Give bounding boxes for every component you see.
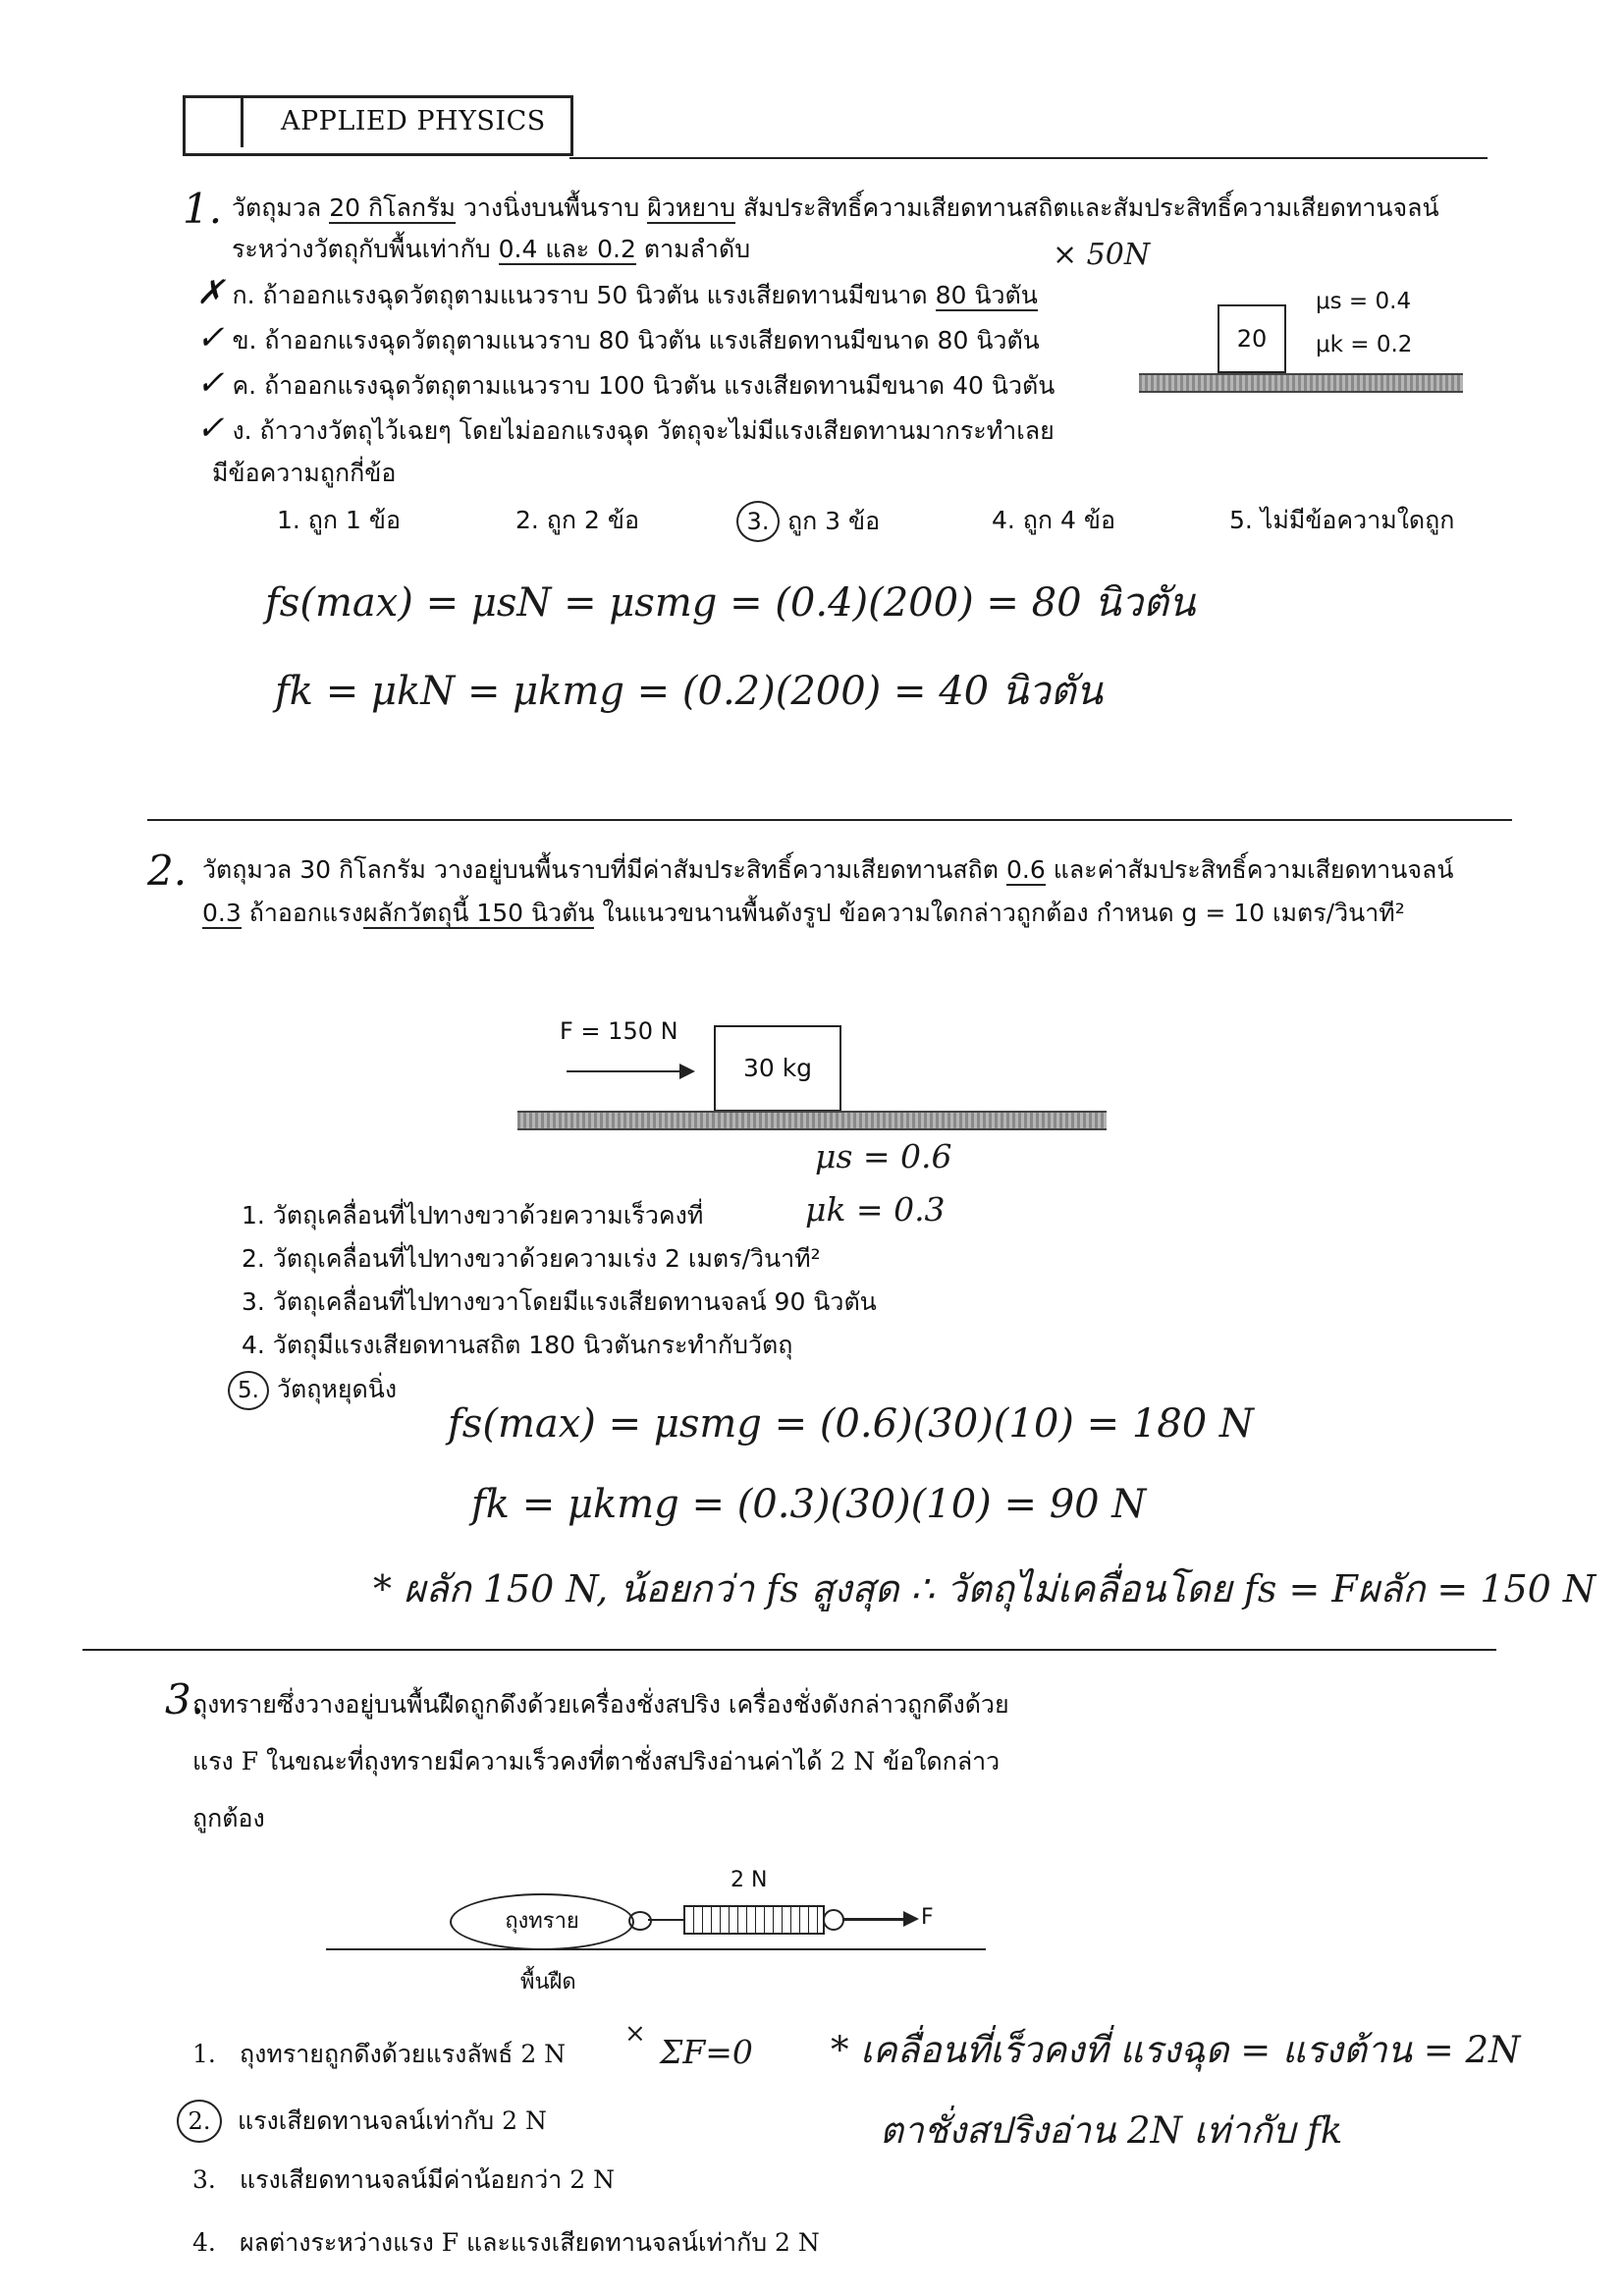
- q1-choice-4: 4. ถูก 4 ข้อ: [992, 506, 1115, 534]
- header-rule: [569, 157, 1488, 159]
- q3-note-x: ×: [624, 2019, 646, 2049]
- q3-force-shaft: [842, 1918, 907, 1921]
- q2-option-5-circle: 5.: [228, 1371, 269, 1410]
- q2-line2: 0.3 ถ้าออกแรงผลักวัตถุนี้ 150 นิวตัน ในแนวขนานพื้นดังรูป ข้อความใดกล่าวถูกต้อง กำหนด g = 10 เมตร/วินาที²: [202, 899, 1405, 927]
- q3-sandbag: ถุงทราย: [450, 1893, 634, 1950]
- q2-option-4: 4. วัตถุมีแรงเสียดทานสถิต 180 นิวตันกระทำกับวัตถุ: [242, 1331, 793, 1359]
- q1-mu-k: μk = 0.2: [1316, 332, 1413, 357]
- q3-option-4: 4. ผลต่างระหว่างแรง F และแรงเสียดทานจลน์เท่ากับ 2 N: [192, 2228, 820, 2257]
- q3-option-1: 1. ถุงทรายถูกดึงด้วยแรงลัพธ์ 2 N: [192, 2040, 567, 2068]
- q1-stem-line2: ระหว่างวัตถุกับพื้นเท่ากับ 0.4 และ 0.2 ตามลำดับ: [232, 235, 751, 263]
- q3-hook-loop: [628, 1911, 652, 1931]
- q2-force-arrow-shaft: [567, 1070, 684, 1072]
- q1-choice-3-circle: 3.: [736, 501, 780, 542]
- q3-option-3: 3. แรงเสียดทานจลน์มีค่าน้อยกว่า 2 N: [192, 2165, 615, 2194]
- q2-number: 2.: [147, 847, 188, 895]
- q1-stem-line1: วัตถุมวล 20 กิโลกรัม วางนิ่งบนพื้นราบ ผิวหยาบ สัมประสิทธิ์ความเสียดทานสถิตและสัมประสิทธิ์ความเสียดทานจลน์: [232, 193, 1439, 222]
- q1-choice-1: 1. ถูก 1 ข้อ: [277, 506, 401, 534]
- q2-option-3: 3. วัตถุเคลื่อนที่ไปทางขวาโดยมีแรงเสียดทานจลน์ 90 นิวตัน: [242, 1287, 877, 1316]
- q2-line1: วัตถุมวล 30 กิโลกรัม วางอยู่บนพื้นราบที่มีค่าสัมประสิทธิ์ความเสียดทานสถิต 0.6 และค่าสัมประสิทธิ์ความเสียดทานจลน์: [202, 855, 1454, 884]
- q2-force-arrowhead: [679, 1064, 695, 1079]
- q3-cord: [648, 1919, 683, 1921]
- divider-2: [82, 1649, 1496, 1651]
- q1-option-b: ✓ ข. ถ้าออกแรงฉุดวัตถุตามแนวราบ 80 นิวตัน แรงเสียดทานมีขนาด 80 นิวตัน: [196, 318, 1040, 357]
- q1-choice-3: 3. ถูก 3 ข้อ: [736, 501, 880, 542]
- q1-number: 1.: [183, 185, 223, 233]
- q1-ground: [1139, 373, 1463, 393]
- q3-force-arrowhead: [903, 1911, 919, 1927]
- q1-block: 20: [1218, 304, 1286, 373]
- q1-note-50n: × 50N: [1053, 238, 1151, 272]
- q1-work-line1: fs(max) = μsN = μsmg = (0.4)(200) = 80 นิวตัน: [265, 580, 1196, 626]
- q1-option-d: ✓ ง. ถ้าวางวัตถุไว้เฉยๆ โดยไม่ออกแรงฉุด วัตถุจะไม่มีแรงเสียดทานมากระทำเลย: [196, 409, 1055, 448]
- q1-option-c: ✓ ค. ถ้าออกแรงฉุดวัตถุตามแนวราบ 100 นิวตัน แรงเสียดทานมีขนาด 40 นิวตัน: [196, 363, 1056, 403]
- q1-choice-2: 2. ถูก 2 ข้อ: [515, 506, 639, 534]
- q1-choice-5: 5. ไม่มีข้อความใดถูก: [1229, 506, 1455, 534]
- q2-option-5: 5. วัตถุหยุดนิ่ง: [228, 1371, 397, 1410]
- q3-work-line1: * เคลื่อนที่เร็วคงที่ แรงฉุด = แรงต้าน = 2N: [831, 2029, 1521, 2071]
- q3-line3: ถูกต้อง: [192, 1804, 265, 1832]
- q3-floor-label: พื้นฝืด: [520, 1970, 576, 1995]
- q2-mu-k: μk = 0.3: [805, 1190, 946, 1229]
- q1-option-a: ✗ ก. ถ้าออกแรงฉุดวัตถุตามแนวราบ 50 นิวตัน แรงเสียดทานมีขนาด 80 นิวตัน: [196, 273, 1038, 312]
- q2-ground: [517, 1111, 1107, 1130]
- q2-force-label: F = 150 N: [560, 1017, 678, 1045]
- q3-floor-line: [326, 1948, 986, 1950]
- q3-reading: 2 N: [731, 1868, 768, 1892]
- q3-force-label: F: [921, 1905, 934, 1930]
- q1-mu-s: μs = 0.4: [1316, 289, 1412, 314]
- q2-block: 30 kg: [714, 1025, 841, 1112]
- q1-question: มีข้อความถูกกี่ข้อ: [212, 459, 397, 487]
- q3-spring-scale: [683, 1905, 825, 1935]
- q1-work-line2: fk = μkN = μkmg = (0.2)(200) = 40 นิวตัน: [275, 669, 1103, 714]
- q2-mu-s: μs = 0.6: [815, 1137, 952, 1175]
- q3-option-2: 2. แรงเสียดทานจลน์เท่ากับ 2 N: [177, 2100, 547, 2143]
- q3-number: 3.: [165, 1675, 205, 1723]
- q3-line1: ถุงทรายซึ่งวางอยู่บนพื้นฝืดถูกดึงด้วยเครื่องชั่งสปริง เครื่องชั่งดังกล่าวถูกดึงด้วย: [192, 1690, 1009, 1719]
- q3-work-line2: ตาชั่งสปริงอ่าน 2N เท่ากับ fk: [880, 2109, 1343, 2152]
- header-title: APPLIED PHYSICS: [281, 106, 546, 137]
- q2-work-line2: fk = μkmg = (0.3)(30)(10) = 90 N: [471, 1482, 1147, 1527]
- q3-scale-ring: [823, 1909, 844, 1931]
- q3-line2: แรง F ในขณะที่ถุงทรายมีความเร็วคงที่ตาชั่งสปริงอ่านค่าได้ 2 N ข้อใดกล่าว: [192, 1747, 1001, 1776]
- divider-1: [147, 819, 1512, 821]
- q2-option-1: 1. วัตถุเคลื่อนที่ไปทางขวาด้วยความเร็วคงที่: [242, 1201, 704, 1230]
- q3-note-sum: ΣF=0: [660, 2033, 753, 2071]
- q2-work-line1: fs(max) = μsmg = (0.6)(30)(10) = 180 N: [448, 1401, 1254, 1447]
- q3-option-2-circle: 2.: [177, 2100, 222, 2143]
- q2-work-line3: * ผลัก 150 N, น้อยกว่า fs สูงสุด ∴ วัตถุไม่เคลื่อนโดย fs = Fผลัก = 150 N: [373, 1567, 1597, 1611]
- q2-option-2: 2. วัตถุเคลื่อนที่ไปทางขวาด้วยความเร่ง 2 เมตร/วินาที²: [242, 1244, 821, 1273]
- header-square: [186, 98, 244, 147]
